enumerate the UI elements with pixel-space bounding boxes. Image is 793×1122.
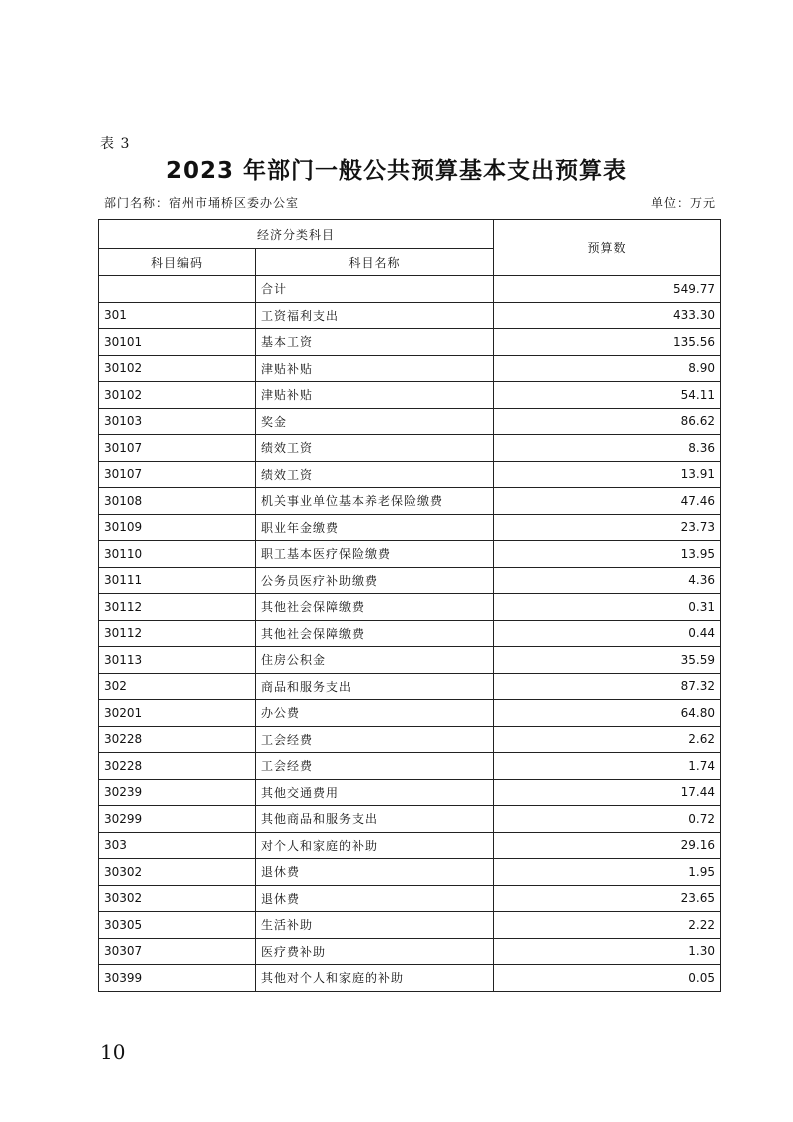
subject-name-cell: 绩效工资 bbox=[256, 461, 494, 488]
table-row bbox=[99, 435, 721, 462]
budget-amount-cell: 13.91 bbox=[494, 461, 721, 488]
subject-name-cell: 生活补助 bbox=[256, 912, 494, 939]
table-row bbox=[99, 885, 721, 912]
subject-code-cell: 30108 bbox=[99, 488, 256, 515]
header-economic-category: 经济分类科目 bbox=[99, 220, 494, 249]
department-name: 部门名称：宿州市埇桥区委办公室 bbox=[104, 196, 300, 210]
budget-amount-cell: 8.36 bbox=[494, 435, 721, 462]
subject-code-cell: 30299 bbox=[99, 806, 256, 833]
subject-name-cell: 其他商品和服务支出 bbox=[256, 806, 494, 833]
budget-amount-cell: 135.56 bbox=[494, 329, 721, 356]
table-row bbox=[99, 488, 721, 515]
budget-amount-cell: 2.62 bbox=[494, 726, 721, 753]
budget-amount-cell: 87.32 bbox=[494, 673, 721, 700]
subject-name-cell: 医疗费补助 bbox=[256, 938, 494, 965]
budget-amount-cell: 35.59 bbox=[494, 647, 721, 674]
subject-code-cell: 30201 bbox=[99, 700, 256, 727]
subject-name-cell: 其他对个人和家庭的补助 bbox=[256, 965, 494, 992]
subject-code-cell: 30302 bbox=[99, 859, 256, 886]
table-row bbox=[99, 594, 721, 621]
subject-name-cell: 绩效工资 bbox=[256, 435, 494, 462]
unit-label: 单位：万元 bbox=[650, 196, 716, 210]
budget-amount-cell: 23.73 bbox=[494, 514, 721, 541]
budget-amount-cell: 1.74 bbox=[494, 753, 721, 780]
subject-code-cell bbox=[99, 276, 256, 303]
subject-name-cell: 商品和服务支出 bbox=[256, 673, 494, 700]
subject-code-cell: 30302 bbox=[99, 885, 256, 912]
table-row bbox=[99, 779, 721, 806]
budget-amount-cell: 13.95 bbox=[494, 541, 721, 568]
table-row bbox=[99, 355, 721, 382]
budget-amount-cell: 54.11 bbox=[494, 382, 721, 409]
table-row bbox=[99, 329, 721, 356]
subject-code-cell: 30112 bbox=[99, 620, 256, 647]
subject-code-cell: 30102 bbox=[99, 382, 256, 409]
budget-amount-cell: 8.90 bbox=[494, 355, 721, 382]
subject-name-cell: 公务员医疗补助缴费 bbox=[256, 567, 494, 594]
table-row bbox=[99, 673, 721, 700]
subject-name-cell: 住房公积金 bbox=[256, 647, 494, 674]
subject-name-cell: 工会经费 bbox=[256, 753, 494, 780]
budget-amount-cell: 433.30 bbox=[494, 302, 721, 329]
subject-code-cell: 30307 bbox=[99, 938, 256, 965]
header-subject-name: 科目名称 bbox=[256, 249, 494, 276]
table-row bbox=[99, 726, 721, 753]
subject-name-cell: 其他社会保障缴费 bbox=[256, 620, 494, 647]
subject-code-cell: 30111 bbox=[99, 567, 256, 594]
subject-name-cell: 基本工资 bbox=[256, 329, 494, 356]
table-row bbox=[99, 912, 721, 939]
subject-code-cell: 30107 bbox=[99, 435, 256, 462]
subject-code-cell: 30103 bbox=[99, 408, 256, 435]
subject-name-cell: 对个人和家庭的补助 bbox=[256, 832, 494, 859]
table-row bbox=[99, 276, 721, 303]
budget-amount-cell: 0.05 bbox=[494, 965, 721, 992]
subject-code-cell: 30305 bbox=[99, 912, 256, 939]
subject-name-cell: 工会经费 bbox=[256, 726, 494, 753]
table-row bbox=[99, 541, 721, 568]
subject-name-cell: 合计 bbox=[256, 276, 494, 303]
subject-name-cell: 职业年金缴费 bbox=[256, 514, 494, 541]
budget-amount-cell: 2.22 bbox=[494, 912, 721, 939]
subject-code-cell: 30102 bbox=[99, 355, 256, 382]
table-row bbox=[99, 514, 721, 541]
subject-name-cell: 其他交通费用 bbox=[256, 779, 494, 806]
table-row bbox=[99, 700, 721, 727]
subject-name-cell: 退休费 bbox=[256, 885, 494, 912]
table-row bbox=[99, 408, 721, 435]
table-row bbox=[99, 620, 721, 647]
budget-amount-cell: 17.44 bbox=[494, 779, 721, 806]
subject-code-cell: 30239 bbox=[99, 779, 256, 806]
budget-amount-cell: 0.72 bbox=[494, 806, 721, 833]
page-title: 2023 年部门一般公共预算基本支出预算表 bbox=[165, 158, 628, 184]
budget-amount-cell: 47.46 bbox=[494, 488, 721, 515]
subject-code-cell: 303 bbox=[99, 832, 256, 859]
table-row bbox=[99, 567, 721, 594]
subject-code-cell: 30228 bbox=[99, 753, 256, 780]
subject-name-cell: 机关事业单位基本养老保险缴费 bbox=[256, 488, 494, 515]
table-row bbox=[99, 965, 721, 992]
budget-amount-cell: 4.36 bbox=[494, 567, 721, 594]
page-number: 10 bbox=[100, 1040, 126, 1064]
subject-name-cell: 奖金 bbox=[256, 408, 494, 435]
subject-name-cell: 退休费 bbox=[256, 859, 494, 886]
subject-code-cell: 30101 bbox=[99, 329, 256, 356]
subject-name-cell: 津贴补贴 bbox=[256, 355, 494, 382]
subject-name-cell: 津贴补贴 bbox=[256, 382, 494, 409]
subject-code-cell: 30107 bbox=[99, 461, 256, 488]
subject-code-cell: 30113 bbox=[99, 647, 256, 674]
subject-code-cell: 30399 bbox=[99, 965, 256, 992]
table-row bbox=[99, 938, 721, 965]
table-row bbox=[99, 753, 721, 780]
budget-amount-cell: 1.30 bbox=[494, 938, 721, 965]
table-row bbox=[99, 806, 721, 833]
budget-amount-cell: 64.80 bbox=[494, 700, 721, 727]
table-label: 表 3 bbox=[100, 136, 131, 152]
subject-code-cell: 30109 bbox=[99, 514, 256, 541]
subject-code-cell: 30228 bbox=[99, 726, 256, 753]
subject-name-cell: 职工基本医疗保险缴费 bbox=[256, 541, 494, 568]
subject-code-cell: 30112 bbox=[99, 594, 256, 621]
table-row bbox=[99, 859, 721, 886]
budget-amount-cell: 86.62 bbox=[494, 408, 721, 435]
table-row bbox=[99, 302, 721, 329]
subject-name-cell: 其他社会保障缴费 bbox=[256, 594, 494, 621]
meta-row bbox=[104, 194, 716, 211]
subject-code-cell: 30110 bbox=[99, 541, 256, 568]
table-row bbox=[99, 647, 721, 674]
budget-amount-cell: 0.44 bbox=[494, 620, 721, 647]
budget-amount-cell: 549.77 bbox=[494, 276, 721, 303]
budget-amount-cell: 0.31 bbox=[494, 594, 721, 621]
subject-name-cell: 工资福利支出 bbox=[256, 302, 494, 329]
subject-code-cell: 302 bbox=[99, 673, 256, 700]
subject-name-cell: 办公费 bbox=[256, 700, 494, 727]
budget-table bbox=[98, 219, 721, 992]
header-subject-code: 科目编码 bbox=[99, 249, 256, 276]
table-row bbox=[99, 461, 721, 488]
table-body bbox=[99, 276, 721, 992]
budget-amount-cell: 23.65 bbox=[494, 885, 721, 912]
table-row bbox=[99, 382, 721, 409]
budget-amount-cell: 29.16 bbox=[494, 832, 721, 859]
table-row bbox=[99, 832, 721, 859]
subject-code-cell: 301 bbox=[99, 302, 256, 329]
header-budget-amount: 预算数 bbox=[494, 220, 721, 276]
budget-amount-cell: 1.95 bbox=[494, 859, 721, 886]
